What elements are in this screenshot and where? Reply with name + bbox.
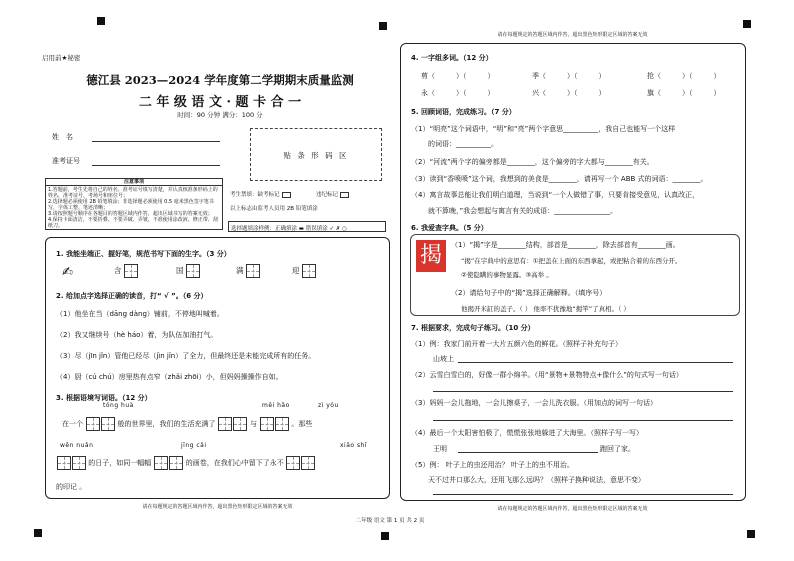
- q7-item-1-prefix: 山坡上: [433, 355, 454, 363]
- q3-pinyin-6: xiāo shī: [340, 442, 368, 449]
- page-footer: 二年级 语文 第 1 页 共 2 页: [355, 518, 425, 524]
- q4-title: 4. 一字组多词。（12 分）: [411, 54, 493, 62]
- name-input-line[interactable]: [92, 141, 220, 142]
- q4-char-6: 旗: [647, 89, 654, 97]
- q2-item-2[interactable]: （2）我又继续号（hè háo）着，为队伍加油打气。: [56, 331, 218, 339]
- q6-char-tile: 揭: [416, 240, 446, 272]
- q2-title: 2. 给加点字选择正确的读音，打“ √ ”。（6 分）: [56, 292, 208, 300]
- violation-checkbox[interactable]: [340, 192, 349, 198]
- notice-item-1: 1.答题前，考生先将自己的姓名、准考证号填写清楚，并认真核准条形码上的姓名、准考证号、考场号和座位号；: [48, 187, 218, 199]
- barcode-label: 贴 条 形 码 区: [283, 151, 349, 160]
- q5-item-4[interactable]: （4）寓言故事总能让我们明白道理，当说到“一个人做错了事，只要肯接受意见，认真改正，: [411, 191, 700, 199]
- time-score: 时间：90 分钟 满分：100 分: [177, 111, 263, 119]
- q4-row-1c: [647, 71, 721, 81]
- q6-line-5[interactable]: 他揭开米缸的盖子。（ ） 他率不犹豫地“揭竿”了真相。（ ）: [461, 305, 630, 313]
- q5-item-2[interactable]: （2）“河流”两个字的偏旁都是________，这个偏旁的字大都与________有关。: [411, 158, 654, 166]
- q3-box-1a[interactable]: [86, 417, 100, 431]
- subject-title: 二 年 级 语 文 · 题 卡 合 一: [138, 95, 302, 110]
- q4-char-3: 抢: [647, 72, 654, 80]
- q7-item-3: （3）妈妈一会儿拖地，一会儿擦桌子，一会儿洗衣服。（用加点的词写一句话）: [411, 399, 657, 407]
- q1-item-1: [114, 264, 139, 278]
- q4-char-5: 兴: [532, 89, 539, 97]
- q1-item-4: [292, 264, 317, 278]
- registration-mark-top-center: [379, 22, 387, 30]
- q3-line2-text-a: 的日子，如同一幅幅: [88, 459, 152, 467]
- name-label: 姓 名: [52, 133, 73, 141]
- q4-blank-5[interactable]: （ ）（ ）: [539, 89, 606, 97]
- absent-label-text: 考生禁填：缺考标记: [230, 192, 280, 198]
- q1-write-box-2[interactable]: [186, 264, 200, 278]
- q3-line1-text-d: 。那些: [291, 420, 313, 428]
- q7-title: 7. 根据要求，完成句子练习。（10 分）: [411, 324, 535, 332]
- q1-item-3: [236, 264, 261, 278]
- q7-item-5: （5）例： 叶子上的虫还用治？ 叶子上的虫不用治。: [411, 461, 574, 469]
- q6-line-1[interactable]: （1）“揭”字是________结构，部首是________，除去部首有________画。: [451, 241, 680, 249]
- q3-line-2: [56, 456, 316, 470]
- q7-item-1: （1）例：我家门前开着一大片五颜六色的鲜花。（照样子补充句子）: [411, 340, 622, 348]
- q3-box-4b[interactable]: [72, 456, 86, 470]
- fill-example: 选择题填涂样例：正确填涂 ▬ 错误填涂 ✓ ✗ ○: [231, 226, 347, 232]
- q7-answer-line-4[interactable]: [458, 452, 598, 453]
- q3-pinyin-4: wēn nuǎn: [60, 442, 94, 449]
- q3-line1-text-a: 在一个: [62, 420, 83, 428]
- q1-illustration: ✍: [62, 265, 73, 280]
- q3-title: 3. 根据语境写词语。（12 分）: [56, 394, 152, 402]
- notice-title: 注意事项: [45, 179, 223, 186]
- q4-blank-3[interactable]: （ ）（ ）: [654, 72, 721, 80]
- q4-char-1: 剪: [421, 72, 428, 80]
- q3-box-6b[interactable]: [301, 456, 315, 470]
- q3-pinyin-2: měi hǎo: [262, 402, 290, 409]
- q6-line-3: ②使隐瞒的事物显露。③高举 。: [461, 271, 553, 279]
- q4-row-1b: [532, 71, 606, 81]
- q5-item-1[interactable]: （1）“明亮”这个词语中，“明”和“亮”两个字意思__________，我自己也能写一个这样: [411, 125, 676, 133]
- violation-label: [316, 190, 349, 198]
- q3-line2-text-b: 的画卷，在我们心中留下了永不: [185, 459, 284, 467]
- notice-item-3: 3.请按照题号顺序在各题目的答题区域内作答，超出区域书写的答案无效；: [48, 211, 213, 217]
- q4-row-2b: [532, 88, 606, 98]
- q3-line1-text-c: 与: [249, 420, 257, 428]
- q4-char-2: 季: [532, 72, 539, 80]
- violation-label-text: 违纪标记: [316, 192, 339, 198]
- q3-pinyin-5: jīng cǎi: [181, 442, 207, 449]
- q2-item-4[interactable]: （4）厨（cú chú）房里热有点窄（zhǎi zhōi）小，但妈妈操操作自如。: [56, 373, 283, 381]
- q2-item-3[interactable]: （3）尽（jīn jǐn）管他已经尽（jìn jǐn）了全力，但最终还是未能完成所有的任务。: [56, 352, 316, 360]
- registration-mark-bottom-left: [34, 529, 42, 537]
- q3-line1-text-b: 般的世界里，我们的生活充满了: [117, 420, 216, 428]
- q3-box-2a[interactable]: [218, 417, 232, 431]
- q6-line-4: （2）请给句子中的“揭”选择正确解释。（填序号）: [451, 289, 607, 297]
- q7-answer-line-5[interactable]: [433, 494, 733, 495]
- q4-row-2c: [647, 88, 721, 98]
- q7-item-2: （2）云雪白雪白的，好像一群小绵羊。（用“景物+景物特点+像什么”的句式写一句话）: [411, 371, 683, 379]
- right-header: 请在每题规定的答题区域内作答，超出黑色矩形限定区域的答案无效: [497, 32, 648, 38]
- q3-line-1: [62, 417, 312, 431]
- q3-box-5b[interactable]: [169, 456, 183, 470]
- q4-char-4: 永: [421, 89, 428, 97]
- q1-item-2: [176, 264, 201, 278]
- q5-title: 5. 回顾词语，完成练习。（7 分）: [411, 108, 516, 116]
- secret-label: 启用前★秘密: [42, 54, 81, 62]
- absent-label: [230, 190, 291, 198]
- q1-char-1: 含: [114, 266, 122, 275]
- id-input-line[interactable]: [92, 165, 220, 166]
- q5-item-4b[interactable]: 就不算晚，”我会想起与寓言有关的成语：________________。: [428, 207, 618, 215]
- q7-item-4: （4）最后一个太阳害怕极了，慌慌张张地躲进了大海里。（照样子写一写）: [411, 429, 643, 437]
- q4-blank-1[interactable]: （ ）（ ）: [428, 72, 495, 80]
- q7-item-5-question: 天不过井口那么大，还用飞那么远吗？（照样子换种说法，意思不变）: [428, 476, 645, 484]
- registration-mark-top-right: [743, 20, 751, 28]
- q3-box-6a[interactable]: [286, 456, 300, 470]
- registration-mark-top-left: [97, 17, 105, 25]
- q7-item-4-subject: 王明: [433, 445, 447, 453]
- q7-answer-line-1[interactable]: [458, 362, 733, 363]
- q1-title: 1. 我能坐端正、握好笔，规范书写下面的生字。（3 分）: [56, 250, 231, 258]
- q3-box-3a[interactable]: [260, 417, 274, 431]
- registration-mark-bottom-center: [381, 532, 389, 540]
- q1-char-3: 满: [236, 266, 244, 275]
- q1-write-box-1[interactable]: [124, 264, 138, 278]
- q4-row-2: [421, 88, 495, 98]
- right-footer: 请在每题规定的答题区域内作答，超出黑色矩形限定区域的答案无效: [497, 506, 648, 512]
- left-footer: 请在每题规定的答题区域内作答，超出黑色矩形限定区域的答案无效: [142, 504, 293, 510]
- q3-box-5a[interactable]: [154, 456, 168, 470]
- q5-item-3[interactable]: （3）读到“香喷喷”这个词，我想到的美食是________，请再写一个 ABB 式的词语：________。: [411, 175, 708, 183]
- id-label: 准考证号: [52, 157, 80, 165]
- q7-answer-line-3[interactable]: [433, 420, 733, 421]
- q1-write-box-3[interactable]: [246, 264, 260, 278]
- q4-blank-2[interactable]: （ ）（ ）: [539, 72, 606, 80]
- absent-checkbox[interactable]: [282, 192, 291, 198]
- q1-char-2: 国: [176, 266, 184, 275]
- q7-answer-line-2[interactable]: [433, 391, 733, 392]
- registration-mark-bottom-right: [747, 530, 755, 538]
- q7-item-4-ending: 跑回了家。: [600, 445, 635, 453]
- exam-title: 德江县 2023—2024 学年度第二学期期末质量监测: [86, 73, 354, 87]
- q4-blank-6[interactable]: （ ）（ ）: [654, 89, 721, 97]
- q3-box-2b[interactable]: [233, 417, 247, 431]
- q3-line-3: 的印记 。: [56, 483, 87, 491]
- q1-char-4: 迎: [292, 266, 300, 275]
- q2-item-1[interactable]: （1）他坐在当（dāng dàng）铺前，不停地叫喊着。: [56, 310, 224, 318]
- notice-item-2: 2.选择题必须使用 2B 铅笔填涂；非选择题必须使用 0.5 毫米黑色签字笔书写，字体工整、笔迹清晰；: [48, 199, 214, 211]
- q6-title: 6. 我爱查字典。（5 分）: [411, 224, 488, 232]
- q3-pinyin-3: zì yóu: [318, 402, 339, 409]
- q1-write-box-4[interactable]: [302, 264, 316, 278]
- q6-line-2: “揭”在字典中的意思有：①把盖在上面的东西拿起，或把粘合着的东西分开。: [461, 257, 682, 265]
- q4-row-1: [421, 71, 495, 81]
- notice-item-4: 4.保持卡面清洁，不要折叠、不要弄破、弄皱，不准使用涂改液、修正带、刮纸刀。: [48, 217, 218, 229]
- q3-box-4a[interactable]: [57, 456, 71, 470]
- q4-blank-4[interactable]: （ ）（ ）: [428, 89, 495, 97]
- q5-item-1b[interactable]: 的词语：__________。: [428, 140, 498, 148]
- q3-box-3b[interactable]: [275, 417, 289, 431]
- q3-box-1b[interactable]: [101, 417, 115, 431]
- q3-pinyin-1: tóng huà: [103, 402, 134, 409]
- note-2b: 以上标志由监考人员用 2B 铅笔填涂: [230, 206, 318, 212]
